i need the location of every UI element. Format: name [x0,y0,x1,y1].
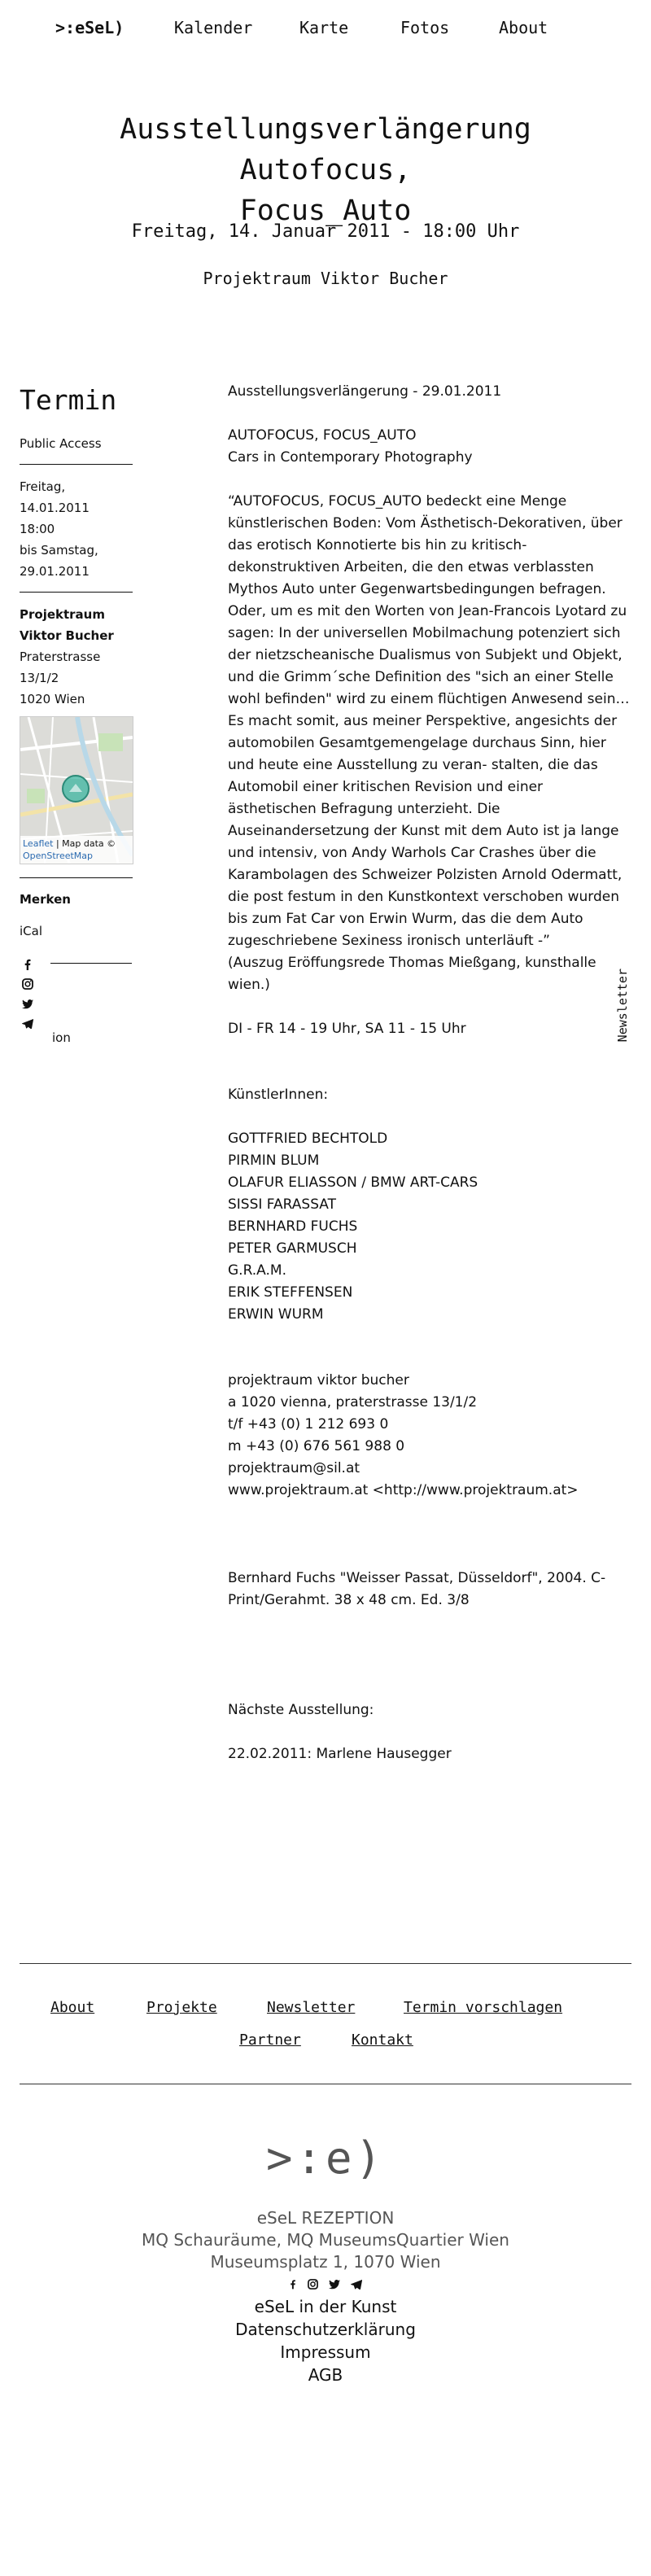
footer-link-termin-vorschlagen[interactable]: Termin vorschlagen [404,1999,563,2016]
artist-item: G.R.A.M. [228,1262,286,1279]
newsletter-tab[interactable] [605,969,646,1058]
opening-quote: “AUTOFOCUS, FOCUS_AUTO bedeckt eine Menge künstlerischen Boden: Vom Ästhetisch-Dekorativen, über das erotisch Konnotierte bis hin zu kritisch-dekonstruktiven Arbeiten, die den etwas verblassten Mythos Auto unter Gegenwartsbedingungen befragen. Oder, um es mit den Worten von Jean-Francois Lyotard zu sagen: In der universellen Mobilmachung potenziert sich der nietzscheanische Dualismus von Subjekt und Objekt, und die Grimm´sche Definition des "sich an einer Stelle wohl befinden" wird zu einem flüchtigen Anwesend sein…Es macht somit, aus meiner Perspektive, angesichts der automobilen Gesamtgemengelage durchaus Sinn, hier und heute eine Ausstellung zu veran- stalten, die das Automobil einer kritischen Revision und einer ästhetischen Befragung unterzieht. Die Auseinandersetzung der Kunst mit dem Auto ist ja lange und intensiv, von Andy Warhols Car Crashes über die Karambolagen des Schweizer Polzisten Arnold Odermatt, die post festum in den Kunstkontext verschoben wurden bis zum Fat Car von Erwin Wurm, das die dem Auto zugeschriebene Sexiness ironisch unterläuft -” [228,493,630,949]
attribution-separator: | Map data © [53,838,116,849]
footer-social [0,2277,651,2293]
footer-divider-top [20,1963,631,1964]
event-venue: Projektraum Viktor Bucher [203,269,448,288]
page-title [33,109,618,231]
facebook-icon[interactable] [289,2277,297,2293]
address-line: Praterstrasse [20,649,101,664]
footer-link-datenschutz[interactable]: Datenschutzerklärung [235,2320,416,2339]
artist-item: BERNHARD FUCHS [228,1218,358,1235]
event-subtitle: Ausstellungsverlängerung - 29.01.2011 [228,383,502,400]
divider [50,963,132,964]
image-caption: Bernhard Fuchs "Weisser Passat, Düsseldorf", 2004. C-Print/Gerahmt. 38 x 48 cm. Ed. 3/8 [228,1570,606,1608]
event-datetime: Freitag, 14. Januar 2011 - 18:00 Uhr [131,221,520,242]
footer-link-about[interactable]: About [50,1999,95,2016]
footer-address [0,2207,651,2273]
contact-line: m +43 (0) 676 561 988 0 [228,1438,405,1454]
site-logo[interactable]: >:eSeL) [55,18,125,37]
footer-logo[interactable]: >:e) [265,2132,386,2184]
footer-link-impressum[interactable]: Impressum [280,2342,371,2362]
osm-link[interactable]: OpenStreetMap [23,851,94,861]
artist-item: PIRMIN BLUM [228,1152,320,1169]
footer-info-line: eSeL REZEPTION [256,2208,395,2228]
footer-link-projekte[interactable]: Projekte [146,1999,217,2016]
telegram-icon[interactable] [351,2277,362,2293]
venue-name[interactable] [20,604,133,646]
artist-item: OLAFUR ELIASSON / BMW ART-CARS [228,1174,478,1191]
address-line: 1020 Wien [20,692,85,706]
instagram-icon[interactable] [308,2277,318,2293]
divider [20,877,133,878]
artist-item: ERIK STEFFENSEN [228,1284,353,1301]
nav-item-karte[interactable]: Karte [299,18,349,37]
exhibit-name: AUTOFOCUS, FOCUS_AUTO [228,427,417,444]
next-exhibition-heading: Nächste Ausstellung: [228,1702,374,1718]
venue-address [20,646,133,710]
footer-link-esel-in-der-kunst[interactable]: eSeL in der Kunst [254,2297,397,2316]
leaflet-link[interactable]: Leaflet [23,838,54,849]
address-line: 13/1/2 [20,671,59,685]
facebook-icon[interactable] [20,959,36,973]
event-description [228,381,635,1765]
access-label: Public Access [20,436,102,451]
artist-item: SISSI FARASSAT [228,1196,336,1213]
artists-heading: KünstlerInnen: [228,1087,329,1103]
artist-item: PETER GARMUSCH [228,1240,357,1257]
nav-item-about[interactable]: About [499,18,548,37]
sidebar-heading: Termin [20,384,117,416]
sidebar-date [20,476,133,582]
footer-info-line: Museumsplatz 1, 1070 Wien [210,2252,441,2272]
footer-link-agb[interactable]: AGB [308,2365,343,2385]
nav-item-kalender[interactable]: Kalender [174,18,253,37]
twitter-icon[interactable] [329,2277,340,2293]
page-title-line-1: Ausstellungsverlängerung Autofocus, [120,113,531,186]
sidebar [20,383,133,710]
quote-source: (Auszug Eröffungsrede Thomas Mießgang, kunsthalle wien.) [228,955,596,993]
venue-name-line: Projektraum [20,607,105,622]
instagram-icon[interactable] [20,978,36,993]
venue-map[interactable] [20,716,133,864]
contact-email[interactable]: projektraum@sil.at [228,1460,360,1476]
footer-link-newsletter[interactable]: Newsletter [267,1999,356,2016]
ical-link[interactable]: iCal [20,924,43,938]
contact-line: projektraum viktor bucher [228,1372,409,1389]
map-attribution [20,836,133,864]
footer-link-partner[interactable]: Partner [239,2031,301,2049]
merken-label: Merken [20,892,71,907]
date-line: bis Samstag, [20,543,98,558]
artist-item: GOTTFRIED BECHTOLD [228,1131,388,1147]
footer-legal-links [0,2295,651,2386]
newsletter-tab-label: Newsletter [615,969,630,1043]
top-nav [55,18,625,42]
date-line: Freitag, 14.01.2011 [20,479,90,515]
date-line: 29.01.2011 [20,564,90,579]
map-marker-icon[interactable] [61,774,90,803]
page-title-line-2: Focus_Auto [239,195,412,227]
share-label: ion [52,1030,71,1045]
footer-info-line: MQ Schauräume, MQ MuseumsQuartier Wien [142,2230,509,2250]
footer-link-kontakt[interactable]: Kontakt [352,2031,413,2049]
next-exhibition-item: 22.02.2011: Marlene Hausegger [228,1746,452,1762]
artist-item: ERWIN WURM [228,1306,324,1323]
contact-line: t/f +43 (0) 1 212 693 0 [228,1416,389,1432]
date-line: 18:00 [20,522,55,536]
venue-name-line: Viktor Bucher [20,628,114,643]
contact-line: a 1020 vienna, praterstrasse 13/1/2 [228,1394,478,1410]
contact-website[interactable]: www.projektraum.at <http://www.projektraum.at> [228,1482,579,1498]
opening-hours: DI - FR 14 - 19 Uhr, SA 11 - 15 Uhr [228,1021,466,1037]
twitter-icon[interactable] [20,998,36,1012]
telegram-icon[interactable] [20,1017,36,1032]
nav-item-fotos[interactable]: Fotos [400,18,450,37]
exhibit-subtitle: Cars in Contemporary Photography [228,449,473,466]
